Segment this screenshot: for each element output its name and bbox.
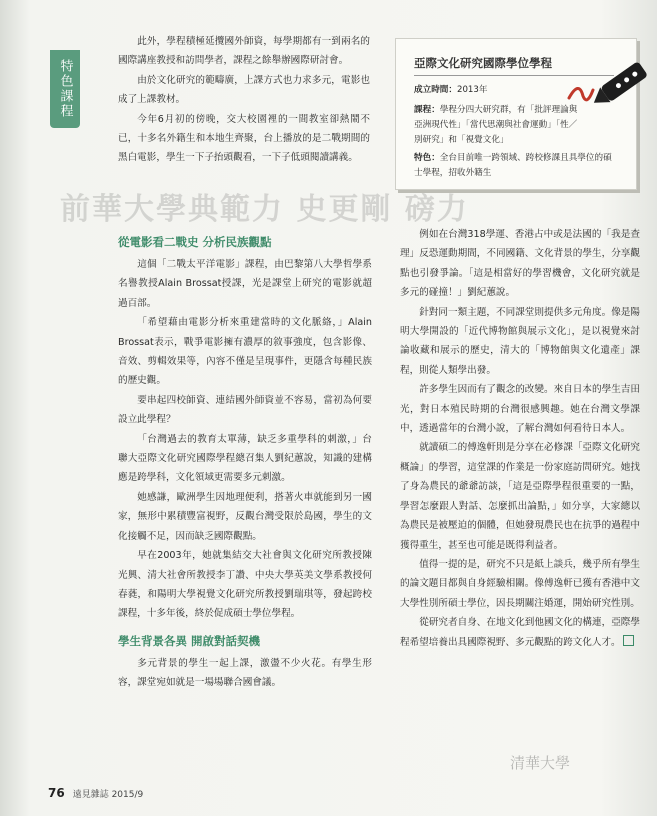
features-row [414, 151, 614, 181]
paragraph-text: 從研究者自身、在地文化到他國文化的構連，亞際學程希望培養出具國際視野、多元觀點的跨文化人才。 [400, 617, 640, 648]
paragraph: 早在2003年，她就集結交大社會與文化研究所教授陳光興、清大社會所教授李丁讚、中央大學英美文學系教授何春蕤，和陽明大學視覺文化研究所教授劉瑞琪等，發起跨校課程，十多年後，終於促成碩士學位學程。 [118, 550, 372, 620]
page-number: 76 [48, 786, 65, 800]
column-left [118, 225, 372, 693]
section-heading: 從電影看二戰史 分析民族觀點 [118, 235, 272, 249]
program-title: 亞際文化研究國際學位學程 [414, 56, 552, 70]
paragraph: 此外，學程積極延攬國外師資，每學期都有一到兩名的國際講座教授和訪問學者，課程之餘舉辦國際研討會。 [118, 36, 370, 67]
paragraph: 由於文化研究的範疇廣，上課方式也力求多元，電影也成了上課教材。 [118, 74, 370, 106]
paragraph: 「台灣過去的教育太單薄，缺乏多重學科的刺激，」台聯大亞際文化研究國際學程總召集人劉紀蕙說，知識的建構應是跨學科，文化領域更需要多元刺激。 [118, 433, 372, 484]
paragraph: 值得一提的是，研究不只是紙上談兵，幾乎所有學生的論文題目都與自身經驗相關。像傅逸軒已獲有香港中文大學性別所碩士學位，因長期關注婚運，開始研究性別。 [400, 558, 640, 609]
pen-icon [565, 46, 655, 116]
paragraph: 許多學生因而有了觀念的改變。來自日本的學生吉田光，對日本殖民時期的台灣很感興趣。她在台灣文學課中，透過當年的台灣小說，了解台灣如何看待日本人。 [400, 384, 640, 435]
university-logo: 清華大學 [510, 754, 571, 772]
courses-row [414, 103, 584, 148]
section-heading: 學生背景各異 開啟對話契機 [118, 633, 261, 648]
show-through-headline: 前華大學典範力 史更剛 磅力 [60, 192, 469, 227]
column-top-left [118, 32, 370, 168]
paragraph: 她感謙，歐洲學生因地理便利，搭著火車就能到另一國家，無形中累積豐富視野，反觀台灣受限於島國，學生的文化接觸不足，因而缺乏國際觀點。 [118, 491, 372, 542]
paragraph: 要串起四校師資、連結國外師資並不容易，當初為何要設立此學程？ [118, 394, 372, 426]
paragraph: 多元背景的學生一起上課，激盪不少火花。有學生形容，課堂宛如就是一場場聯合國會議。 [118, 657, 372, 689]
courses-label: 課程： [414, 105, 440, 115]
paragraph: 今年6月初的傍晚，交大校園裡的一間教室卻熱鬧不已，十多名外籍生和本地生齊聚，台上播放的是二戰期間的黑白電影，學生一下子抬頭觀看，一下子低頭閱讀講義。 [118, 113, 370, 164]
founded-label: 成立時間： [414, 85, 457, 95]
paragraph [400, 613, 640, 652]
column-right [400, 225, 640, 652]
magazine-issue: 遠見雜誌 2015/9 [72, 790, 144, 800]
page-footer [48, 786, 143, 800]
courses-value: 學程分四大研究群，有「批評理論與亞洲現代性」「當代思潮與社會運動」「性／別研究」和「視覺文化」 [414, 105, 578, 145]
paragraph: 例如在台灣318學運、香港占中或是法國的「我是查理」反恐運動期間，不同國籍、文化背景的學生，分享觀點也引發爭論。「這是相當好的學習機會，文化研究就是多元的碰撞！」劉紀蕙說。 [400, 229, 640, 299]
paragraph: 這個「二戰太平洋電影」課程，由巴黎第八大學哲學系名譽教授Alain Brossat授課，光是課堂上研究的電影就超過百部。 [118, 259, 372, 309]
paragraph: 「希望藉由電影分析來重建當時的文化脈絡，」Alain Brossat表示，戰爭電影擁有濃厚的敘事強度，包含影像、音效、剪輯效果等，內容不僅是呈現事件，更隱含每種民族的歷史觀。 [118, 317, 372, 387]
paragraph: 就讀碩二的傅逸軒則是分享在必修課「亞際文化研究概論」的學習，這堂課的作業是一份家庭訪問研究。她找了身為農民的爺爺訪談，「這是亞際學程很重要的一點，學習怎麼跟人對話、怎麼抓出論點，」如分享，大家總以為農民是被壓迫的個體，但她發現農民也在抗爭的過程中獲得重生，甚至也可能是既得利益者。 [400, 442, 640, 551]
features-label: 特色： [414, 153, 440, 163]
paragraph: 針對同一類主題，不同課堂則提供多元角度。像是陽明大學開設的「近代博物館與展示文化」，是以視覺來討論收藏和展示的歷史，清大的「博物館與文化遺產」課程，則從人類學出發。 [400, 306, 640, 376]
founded-value: 2013年 [456, 85, 488, 95]
end-mark-icon [623, 635, 634, 646]
section-tab: 特色課程 [50, 50, 80, 128]
features-value: 全台目前唯一跨領域、跨校修課且具學位的碩士學程，招收外籍生 [414, 153, 612, 178]
founded-row [414, 83, 584, 98]
